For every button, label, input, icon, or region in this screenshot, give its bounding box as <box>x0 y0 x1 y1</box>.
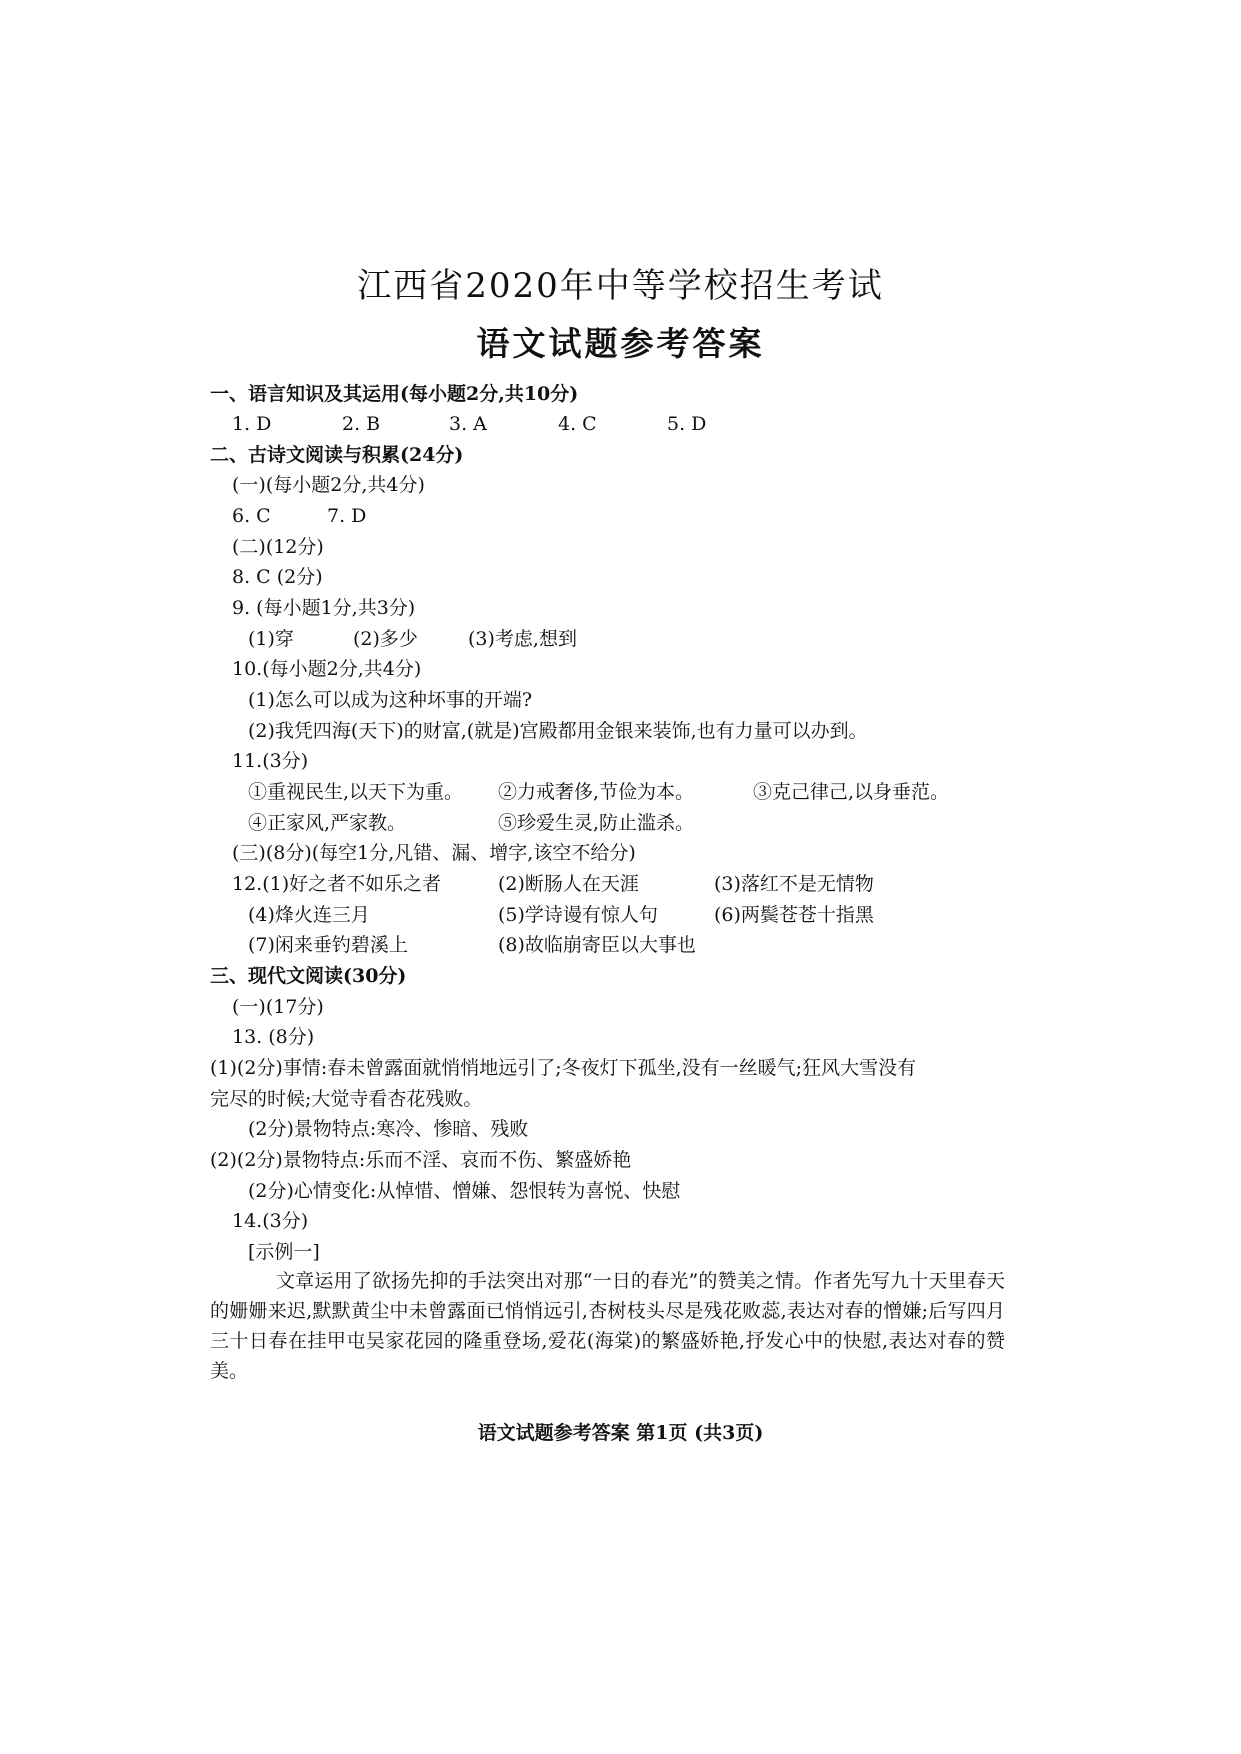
answer-item: 1. D <box>232 413 272 435</box>
page-footer: 语文试题参考答案 第1页 (共3页) <box>477 1422 764 1444</box>
answer-item: (3)考虑,想到 <box>468 628 577 650</box>
question-10-label: 10.(每小题2分,共4分) <box>232 658 422 680</box>
answer-item: (1)穿 <box>248 628 294 650</box>
question-10-answer-2: (2)我凭四海(天下)的财富,(就是)宫殿都用金银来装饰,也有力量可以办到。 <box>248 720 868 742</box>
part-label: (一)(17分) <box>232 996 324 1018</box>
question-10-answer-1: (1)怎么可以成为这种坏事的开端? <box>248 689 533 711</box>
question-11-label: 11.(3分) <box>232 750 309 772</box>
example-label: [示例一] <box>248 1241 320 1263</box>
question-13-1-line-2: 完尽的时候;大觉寺看杏花残败。 <box>210 1088 483 1110</box>
answer-item: ④正家风,严家教。 <box>248 812 407 834</box>
exam-title: 江西省2020年中等学校招生考试 <box>357 266 884 306</box>
answer-item: 4. C <box>558 413 597 435</box>
answer-item: (7)闲来垂钓碧溪上 <box>248 934 408 956</box>
document-subtitle: 语文试题参考答案 <box>476 324 765 363</box>
answer-item: ②力戒奢侈,节俭为本。 <box>498 781 695 803</box>
answer-item: (2)断肠人在天涯 <box>498 873 639 895</box>
answer-item: 2. B <box>342 413 381 435</box>
question-9-label: 9. (每小题1分,共3分) <box>232 597 416 619</box>
answer-item: (3)落红不是无情物 <box>714 873 874 895</box>
answer-item: (8)故临崩寄臣以大事也 <box>498 934 696 956</box>
answer-item: 7. D <box>327 505 367 527</box>
question-14-label: 14.(3分) <box>232 1210 309 1232</box>
section-3-heading: 三、现代文阅读(30分) <box>210 965 407 987</box>
answer-item: 5. D <box>667 413 707 435</box>
part-label: (三)(8分)(每空1分,凡错、漏、增字,该空不给分) <box>232 842 636 864</box>
answer-item: (4)烽火连三月 <box>248 904 370 926</box>
answer-item: (6)两鬓苍苍十指黑 <box>714 904 874 926</box>
answer-item: ⑤珍爱生灵,防止滥杀。 <box>498 812 695 834</box>
question-13-2-b: (2分)心情变化:从悼惜、憎嫌、怨恨转为喜悦、快慰 <box>248 1180 681 1202</box>
part-label: (二)(12分) <box>232 536 324 558</box>
answer-item: (5)学诗谩有惊人句 <box>498 904 658 926</box>
answer-item: ③克己律己,以身垂范。 <box>753 781 950 803</box>
section-2-heading: 二、古诗文阅读与积累(24分) <box>210 444 464 466</box>
answer-item: (2)多少 <box>353 628 418 650</box>
answer-item: 6. C <box>232 505 271 527</box>
part-label: (一)(每小题2分,共4分) <box>232 474 425 496</box>
question-8-answer: 8. C (2分) <box>232 566 323 588</box>
question-13-1-line-1: (1)(2分)事情:春未曾露面就悄悄地远引了;冬夜灯下孤坐,没有一丝暖气;狂风大雪没有 <box>210 1057 917 1079</box>
answer-item: 3. A <box>449 413 487 435</box>
answer-item: ①重视民生,以天下为重。 <box>248 781 464 803</box>
question-13-1-b: (2分)景物特点:寒冷、惨暗、残败 <box>248 1118 529 1140</box>
answer-item: 12.(1)好之者不如乐之者 <box>232 873 442 895</box>
question-13-2-a: (2)(2分)景物特点:乐而不淫、哀而不伤、繁盛娇艳 <box>210 1149 632 1171</box>
example-paragraph: 文章运用了欲扬先抑的手法突出对那“一日的春光”的赞美之情。作者先写九十天里春天的姗姗来迟,默默黄尘中未曾露面已悄悄远引,杏树枝头尽是残花败蕊,表达对春的憎嫌;后写四月三十日春在挂甲屯吴家花园的隆重登场,爱花(海棠)的繁盛娇艳,抒发心中的快慰,表达对春的赞美。 <box>210 1270 1005 1382</box>
section-1-heading: 一、语言知识及其运用(每小题2分,共10分) <box>210 383 579 405</box>
question-13-label: 13. (8分) <box>232 1026 315 1048</box>
